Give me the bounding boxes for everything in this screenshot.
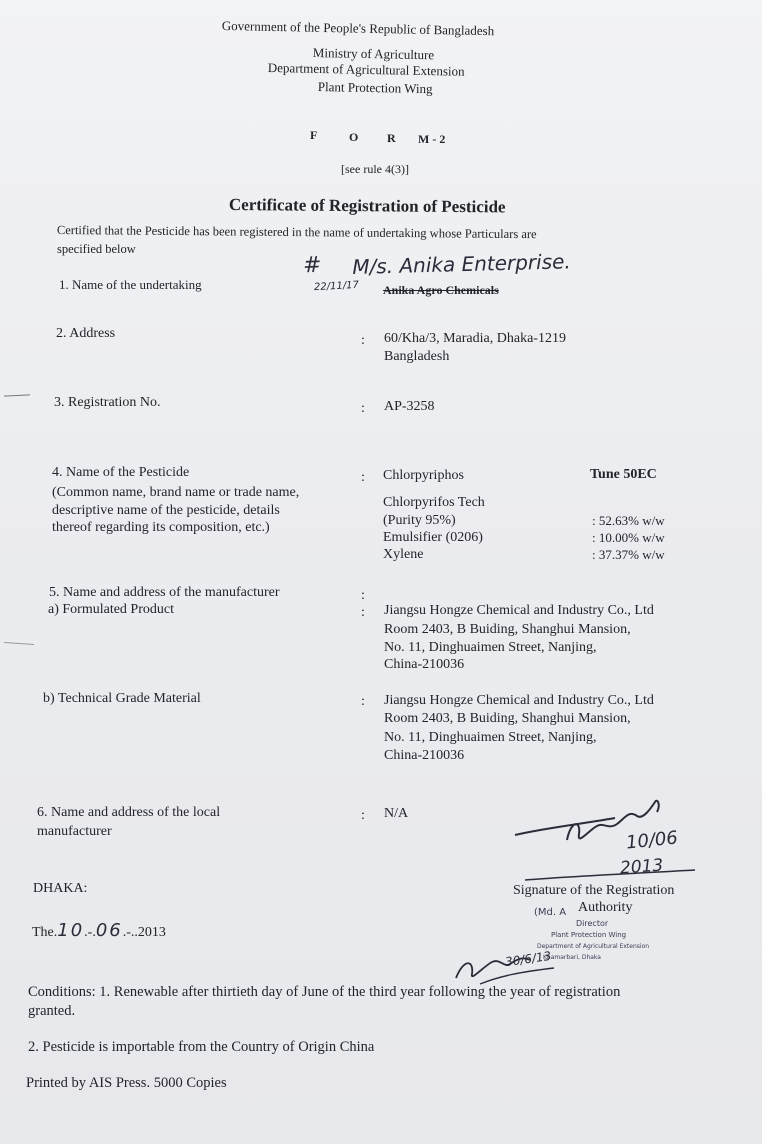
formulated-colon: : xyxy=(361,605,365,620)
registration-colon: : xyxy=(361,401,365,416)
undertaking-handwritten-value: M/s. Anika Enterprise. xyxy=(352,249,572,279)
date-month: 06 xyxy=(95,920,123,941)
technical-line3: No. 11, Dinghuaimen Street, Nanjing, xyxy=(384,730,597,745)
technical-grade-label: b) Technical Grade Material xyxy=(43,691,201,706)
formulated-product-label: a) Formulated Product xyxy=(48,602,174,617)
date-line: The.10.-.06.-..2013 xyxy=(32,920,166,941)
pesticide-pct-emulsifier: : 10.00% w/w xyxy=(592,530,665,545)
undertaking-handwritten-mark: # xyxy=(302,252,322,279)
conditions-line2: granted. xyxy=(28,1003,76,1019)
countersign-date: 30/6/13 xyxy=(504,948,553,970)
signature-caption-2: Authority xyxy=(578,900,633,915)
scan-mark xyxy=(4,642,34,645)
stamp-title: Director xyxy=(576,919,609,928)
pesticide-emulsifier: Emulsifier (0206) xyxy=(383,530,483,545)
pesticide-solvent: Xylene xyxy=(383,547,424,562)
technical-line4: China-210036 xyxy=(384,748,465,763)
header-wing: Plant Protection Wing xyxy=(317,79,433,97)
local-manufacturer-label-2: manufacturer xyxy=(37,824,112,839)
stamp-name: (Md. A xyxy=(534,907,567,918)
stamp-wing: Plant Protection Wing xyxy=(551,931,627,939)
place-label: DHAKA: xyxy=(33,881,88,896)
local-manufacturer-value: N/A xyxy=(384,806,409,821)
undertaking-label: 1. Name of the undertaking xyxy=(59,277,202,292)
condition-2: 2. Pesticide is importable from the Country of Origin China xyxy=(28,1039,375,1055)
pesticide-label: 4. Name of the Pesticide xyxy=(52,465,190,480)
address-colon: : xyxy=(361,333,365,348)
header-department: Department of Agricultural Extension xyxy=(267,60,465,79)
address-line2: Bangladesh xyxy=(384,349,450,364)
formulated-line1: Jiangsu Hongze Chemical and Industry Co., Ltd xyxy=(384,603,654,618)
printed-by: Printed by AIS Press. 5000 Copies xyxy=(26,1075,227,1091)
technical-line1: Jiangsu Hongze Chemical and Industry Co., Ltd xyxy=(384,693,654,708)
undertaking-handwritten-date: 22/11/17 xyxy=(313,279,360,294)
pesticide-label-2: (Common name, brand name or trade name, xyxy=(52,485,300,500)
local-manufacturer-label: 6. Name and address of the local xyxy=(37,805,221,820)
date-prefix: The. xyxy=(32,925,58,940)
registration-label: 3. Registration No. xyxy=(54,395,161,410)
pesticide-pct-tech: : 52.63% w/w xyxy=(592,513,665,528)
form-letter-f: F xyxy=(310,128,318,142)
manufacturer-label: 5. Name and address of the manufacturer xyxy=(49,585,280,600)
header-government: Government of the People's Republic of Bangladesh xyxy=(221,18,495,39)
manufacturer-colon: : xyxy=(361,588,365,603)
form-letter-r: R xyxy=(387,131,396,145)
signature-date-year: 2013 xyxy=(619,855,664,879)
pesticide-common-name: Chlorpyriphos xyxy=(383,468,464,483)
intro-text: Certified that the Pesticide has been registered in the name of undertaking whose Particulars are xyxy=(56,223,537,242)
certificate-title: Certificate of Registration of Pesticide xyxy=(228,195,506,217)
form-letter-o: O xyxy=(349,130,359,144)
pesticide-label-3: descriptive name of the pesticide, details xyxy=(52,503,280,518)
pesticide-tech-name: Chlorpyrifos Tech xyxy=(383,495,485,510)
pesticide-pct-solvent: : 37.37% w/w xyxy=(592,547,665,562)
intro-text-2: specified below xyxy=(57,242,136,256)
formulated-line4: China-210036 xyxy=(384,657,465,672)
pesticide-colon: : xyxy=(361,470,365,485)
registration-number: AP-3258 xyxy=(384,399,435,414)
technical-line2: Room 2403, B Buiding, Shanghui Mansion, xyxy=(384,711,631,726)
stamp-location: Khamarbari, Dhaka xyxy=(543,954,601,961)
signature-caption: Signature of the Registration xyxy=(513,883,675,898)
address-label: 2. Address xyxy=(56,326,116,341)
formulated-line2: Room 2403, B Buiding, Shanghui Mansion, xyxy=(384,622,631,637)
header-ministry: Ministry of Agriculture xyxy=(312,45,435,63)
conditions-line1: Conditions: 1. Renewable after thirtieth day of June of the third year following the year of registration xyxy=(28,984,621,1000)
local-manufacturer-colon: : xyxy=(361,808,365,823)
pesticide-purity: (Purity 95%) xyxy=(383,513,456,528)
signature-date-day-month: 10/06 xyxy=(625,827,679,854)
pesticide-brand-name: Tune 50EC xyxy=(590,467,657,482)
date-year: 2013 xyxy=(137,925,166,940)
scan-mark xyxy=(4,394,30,396)
pesticide-label-4: thereof regarding its composition, etc.) xyxy=(52,520,270,535)
formulated-line3: No. 11, Dinghuaimen Street, Nanjing, xyxy=(384,640,597,655)
date-day: 10 xyxy=(57,920,85,941)
address-line1: 60/Kha/3, Maradia, Dhaka-1219 xyxy=(384,331,566,346)
undertaking-struck-value: Anika Agro Chemicals xyxy=(383,283,499,297)
form-rule: [see rule 4(3)] xyxy=(341,162,409,176)
stamp-department: Department of Agricultural Extension xyxy=(537,943,650,950)
form-letter-m2: M - 2 xyxy=(418,132,446,146)
technical-colon: : xyxy=(361,694,365,709)
